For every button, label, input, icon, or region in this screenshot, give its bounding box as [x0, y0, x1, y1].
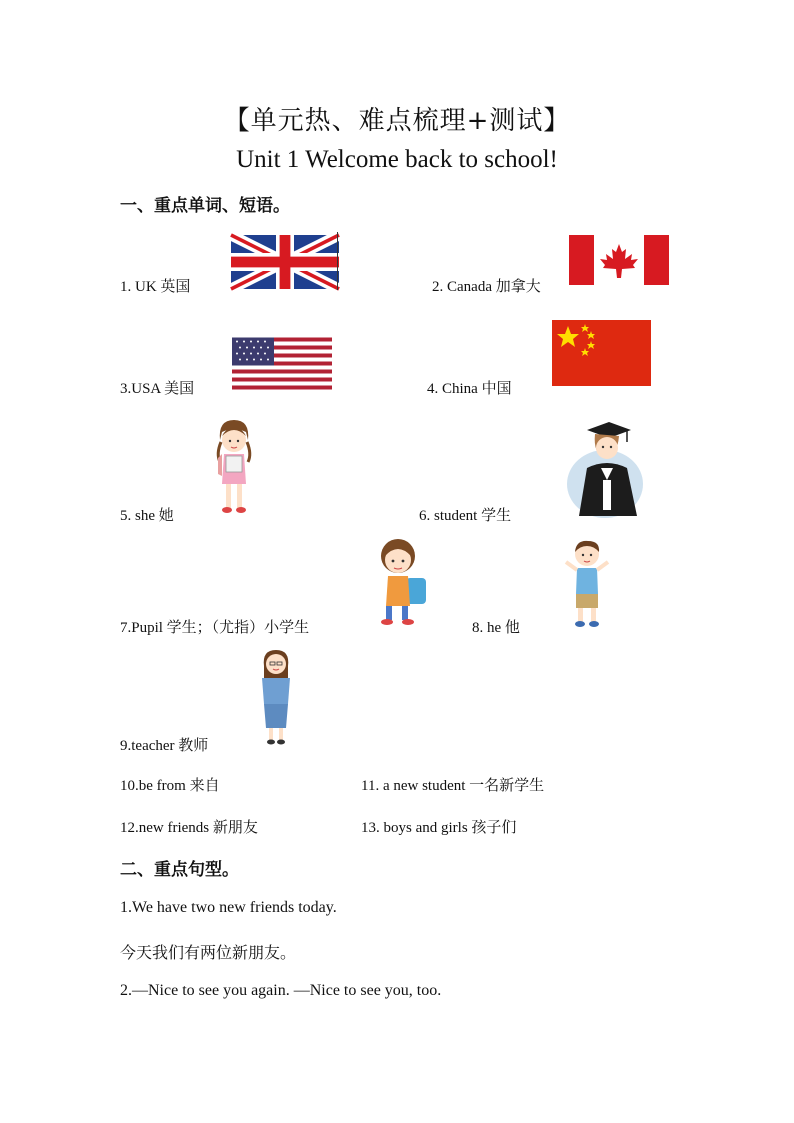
- china-flag-icon: [552, 320, 651, 386]
- pupil-icon: [372, 536, 430, 628]
- girl-icon: [212, 418, 256, 516]
- vocab-item-usa: 3.USA 美国: [120, 381, 195, 397]
- vocab-item-he: 8. he 他: [472, 620, 520, 636]
- teacher-icon: [256, 648, 296, 748]
- vocab-item-new-friends: 12.new friends 新朋友: [120, 820, 258, 836]
- vocab-item-boys-and-girls: 13. boys and girls 孩子们: [361, 820, 517, 836]
- vocab-item-pupil: 7.Pupil 学生；（尤指）小学生: [120, 620, 310, 636]
- section-heading-sentences: 二、重点句型。: [120, 860, 239, 880]
- vocab-item-uk: 1. UK 英国: [120, 279, 191, 295]
- vocab-item-student: 6. student 学生: [419, 508, 512, 524]
- sentence-1-translation: 今天我们有两位新朋友。: [120, 945, 297, 962]
- canada-flag-icon: [569, 235, 669, 285]
- vocab-item-china: 4. China 中国: [427, 381, 512, 397]
- flag-divider: [337, 232, 338, 290]
- sentence-2: 2.—Nice to see you again. —Nice to see you, too.: [120, 982, 442, 999]
- boy-icon: [562, 536, 612, 630]
- vocab-item-she: 5. she 她: [120, 508, 174, 524]
- graduate-icon: [565, 418, 651, 518]
- vocab-item-a-new-student: 11. a new student 一名新学生: [361, 778, 545, 794]
- uk-flag-icon: [231, 235, 339, 289]
- page-title-en: Unit 1 Welcome back to school!: [236, 146, 558, 173]
- section-heading-vocabulary: 一、重点单词、短语。: [120, 196, 290, 216]
- usa-flag-icon: [232, 337, 332, 390]
- vocab-item-be-from: 10.be from 来自: [120, 778, 220, 794]
- vocab-item-canada: 2. Canada 加拿大: [432, 279, 541, 295]
- page-title-cn: 【单元热、难点梳理+测试】: [223, 106, 571, 136]
- vocab-item-teacher: 9.teacher 教师: [120, 738, 209, 754]
- sentence-1: 1.We have two new friends today.: [120, 899, 337, 916]
